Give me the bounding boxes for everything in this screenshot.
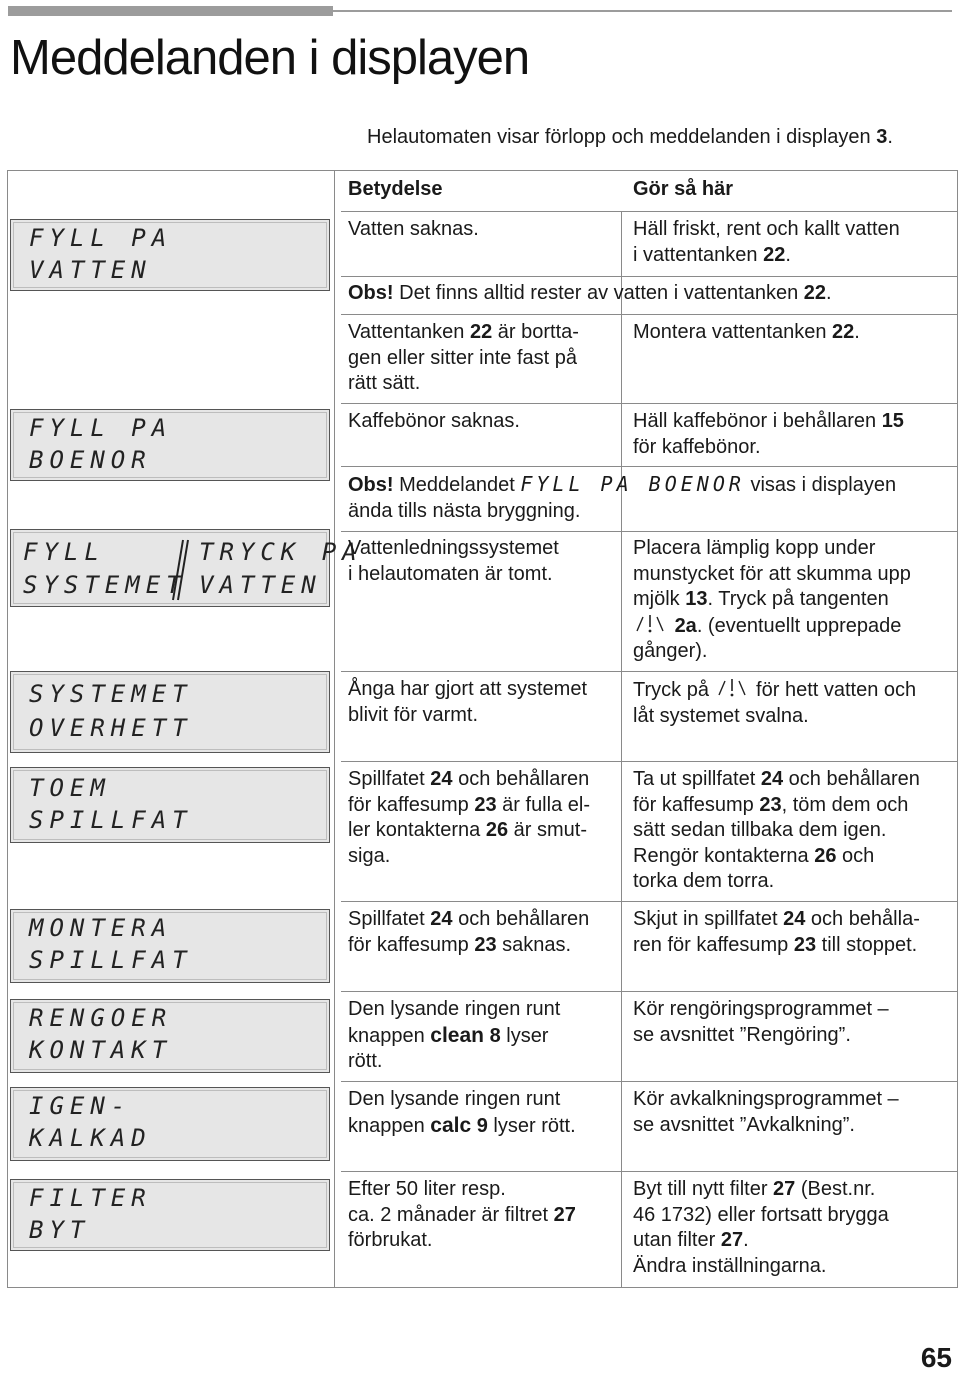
- row7-action: Skjut in spillfatet 24 och behålla- ren för kaffesump 23 till stoppet.: [633, 908, 920, 956]
- hot-water-key-icon: [715, 677, 751, 699]
- lcd-igen-kalkad: IGEN- KALKAD: [10, 1087, 330, 1161]
- hot-water-key-icon: [633, 613, 669, 635]
- row1-action: Häll friskt, rent och kallt vatten i vattentanken 22.: [633, 218, 900, 266]
- clean-key-label: clean: [430, 1023, 484, 1047]
- header-bar: [8, 6, 333, 16]
- column-header-meaning: Betydelse: [348, 178, 443, 200]
- row10-meaning: Efter 50 liter resp. ca. 2 månader är filtret 27 förbrukat.: [348, 1178, 576, 1251]
- row1-note: Obs! Det finns alltid rester av vatten i vattentanken 22.: [348, 282, 832, 304]
- row5-action: Tryck på för hett vatten och låt systemet svalna.: [633, 679, 917, 727]
- row4-meaning: Vattenledningssystemet i helautomaten är tomt.: [348, 537, 559, 585]
- row9-action: Kör avkalkningsprogrammet – se avsnittet ”Avkalkning”.: [633, 1088, 899, 1136]
- lcd-fyll-pa-boenor: FYLL PA BOENOR: [10, 409, 330, 481]
- row10-action: Byt till nytt filter 27 (Best.nr. 46 1732) eller fortsatt brygga utan filter 27. Ändra inställningarna.: [633, 1178, 889, 1277]
- row9-meaning: Den lysande ringen runt knappen calc 9 lyser rött.: [348, 1088, 576, 1137]
- row7-meaning: Spillfatet 24 och behållaren för kaffesump 23 saknas.: [348, 908, 590, 956]
- row6-meaning: Spillfatet 24 och behållaren för kaffesump 23 är fulla el- ler kontakterna 26 är smut- siga.: [348, 768, 590, 867]
- row3-note: Obs! Meddelandet FYLL PA BOENOR visas i displayen ända tills nästa bryggning.: [348, 472, 897, 522]
- header-rule: [333, 10, 952, 12]
- row1-meaning: Vatten saknas.: [348, 218, 479, 240]
- calc-key-label: calc: [430, 1113, 472, 1137]
- row3-meaning: Kaffebönor saknas.: [348, 410, 520, 432]
- row5-meaning: Ånga har gjort att systemet blivit för varmt.: [348, 678, 588, 726]
- lcd-rengoer-kontakt: RENGOER KONTAKT: [10, 999, 330, 1073]
- lcd-montera-spillfat: MONTERA SPILLFAT: [10, 909, 330, 983]
- row6-action: Ta ut spillfatet 24 och behållaren för kaffesump 23, töm dem och sätt sedan tillbaka dem igen. Rengör kontakterna 26 och torka dem torra.: [633, 768, 920, 892]
- lcd-toem-spillfat: TOEM SPILLFAT: [10, 767, 330, 843]
- lcd-systemet-overhett: SYSTEMET OVERHETT: [10, 671, 330, 753]
- lcd-fyll-pa-vatten: FYLL PA VATTEN: [10, 219, 330, 291]
- page-title: Meddelanden i displayen: [10, 31, 530, 85]
- intro-text: Helautomaten visar förlopp och meddelanden i displayen 3.: [367, 126, 893, 148]
- row8-action: Kör rengöringsprogrammet – se avsnittet ”Rengöring”.: [633, 998, 889, 1046]
- column-header-action: Gör så här: [633, 178, 734, 200]
- row3-action: Häll kaffebönor i behållaren 15 för kaffebönor.: [633, 410, 904, 458]
- row4-action: Placera lämplig kopp under munstycket för att skumma upp mjölk 13. Tryck på tangenten 2a. (eventuellt upprepade gånger).: [633, 537, 911, 662]
- inline-lcd-text: FYLL PA BOENOR: [520, 472, 745, 496]
- messages-table: [7, 170, 958, 1288]
- lcd-fyll-systemet: FYLL SYSTEMET TRYCK PA VATTEN: [10, 529, 330, 607]
- divider-slash-icon: [169, 538, 189, 602]
- row2-action: Montera vattentanken 22.: [633, 321, 860, 343]
- lcd-filter-byt: FILTER BYT: [10, 1179, 330, 1251]
- row8-meaning: Den lysande ringen runt knappen clean 8 lyser rött.: [348, 998, 561, 1072]
- page-number: 65: [920, 1342, 952, 1373]
- row2-meaning: Vattentanken 22 är borttа- gen eller sitter inte fast på rätt sätt.: [348, 321, 579, 394]
